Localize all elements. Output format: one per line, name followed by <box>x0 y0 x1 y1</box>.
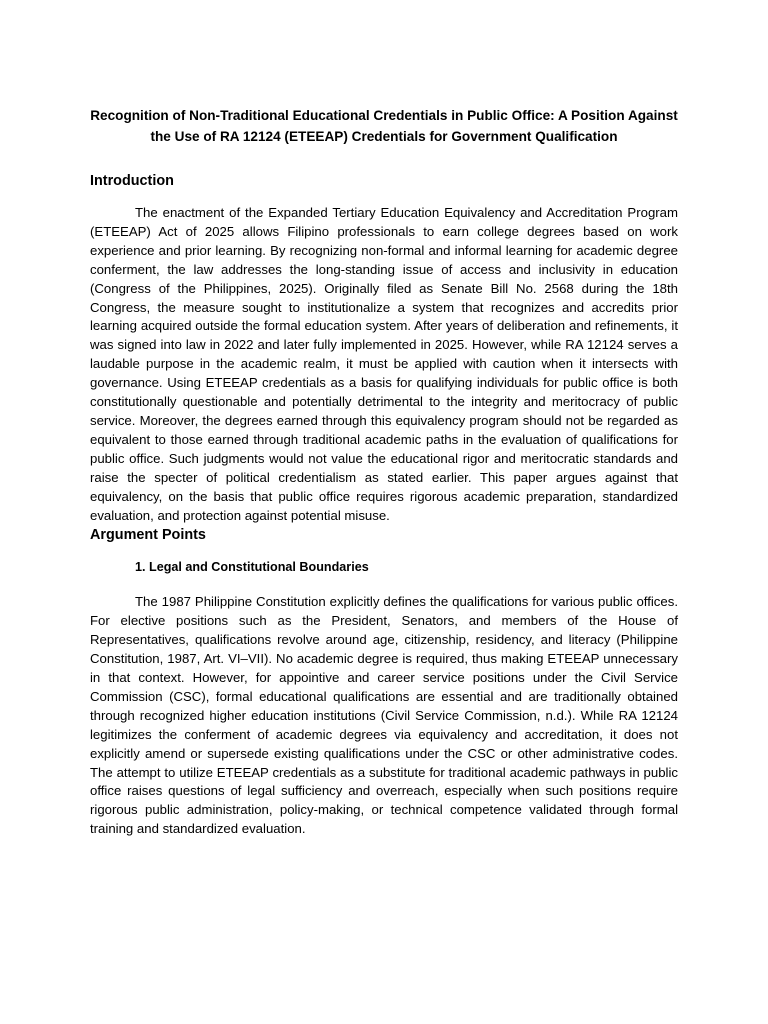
argument-1-heading: 1. Legal and Constitutional Boundaries <box>135 560 369 575</box>
document-title: Recognition of Non-Traditional Educational Credentials in Public Office: A Position Against the Use of RA 12124 (ETEEAP) Credentials for Government Qualification <box>90 108 678 144</box>
argument-points-heading: Argument Points <box>90 527 206 544</box>
argument-1-paragraph: The 1987 Philippine Constitution explicitly defines the qualifications for various public offices. For elective positions such as the President, Senators, and members of the House of Representatives, qualifications revolve around age, citizenship, residency, and literacy (Philippine Constitution, 1987, Art. VI–VII). No academic degree is required, thus making ETEEAP unnecessary in that context. However, for appointive and career service positions under the Civil Service Commission (CSC), formal educational qualifications are essential and are traditionally obtained through recognized higher education institutions (Civil Service Commission, n.d.). While RA 12124 legitimizes the conferment of academic degrees via equivalency and accreditation, it does not explicitly amend or supersede existing qualifications under the CSC or other administrative codes. The attempt to utilize ETEEAP credentials as a substitute for traditional academic pathways in public office raises questions of legal sufficiency and overreach, especially when such positions require rigorous public administration, policy-making, or technical competence validated through formal training and standardized evaluation. <box>90 594 678 837</box>
introduction-heading: Introduction <box>90 173 174 189</box>
document-page <box>90 106 678 839</box>
introduction-paragraph: The enactment of the Expanded Tertiary Education Equivalency and Accreditation Program (ETEEAP) Act of 2025 allows Filipino professionals to earn college degrees based on work experience and prior learning. By recognizing non-formal and informal learning for academic degree conferment, the law addresses the long-standing issue of access and inclusivity in education (Congress of the Philippines, 2025). Originally filed as Senate Bill No. 2568 during the 18th Congress, the measure sought to institutionalize a system that recognizes and accredits prior learning acquired outside the formal education system. After years of deliberation and refinements, it was signed into law in 2022 and later fully implemented in 2025. However, while RA 12124 serves a laudable purpose in the academic realm, it must be applied with caution when it intersects with governance. Using ETEEAP credentials as a basis for qualifying individuals for public office is both constitutionally questionable and potentially detrimental to the integrity and meritocracy of public service. Moreover, the degrees earned through this equivalency program should not be regarded as equivalent to those earned through traditional academic paths in the evaluation of qualifications for public office. Such judgments would not value the educational rigor and meritocratic standards and raise the specter of political credentialism as stated earlier. This paper argues against that equivalency, on the basis that public office requires rigorous academic preparation, standardized evaluation, and protection against potential misuse. <box>90 205 678 523</box>
